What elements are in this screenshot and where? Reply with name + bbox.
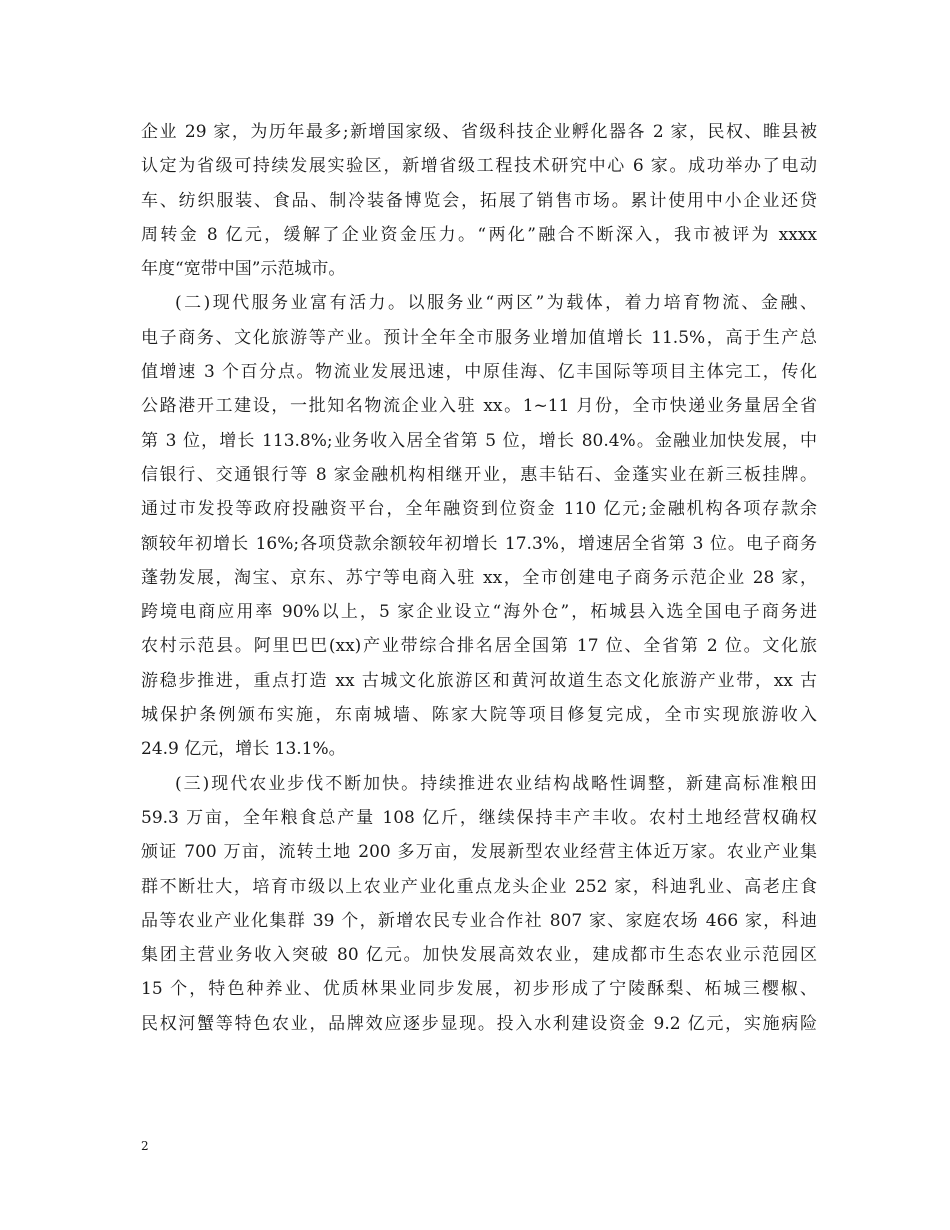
text-line: 信银行、交通银行等 8 家金融机构相继开业，惠丰钻石、金蓬实业在新三板挂牌。 xyxy=(141,464,817,485)
text-line: 15 个，特色种养业、优质林果业同步发展，初步形成了宁陵酥梨、柘城三樱椒、 xyxy=(141,979,817,1000)
text-line: 群不断壮大，培育市级以上农业产业化重点龙头企业 252 家，科迪乳业、高老庄食 xyxy=(141,876,817,897)
page-number: 2 xyxy=(141,1139,149,1153)
text-line: 第 3 位，增长 113.8%;业务收入居全省第 5 位，增长 80.4%。金融业加快发展，中 xyxy=(141,430,817,451)
text-line: 集团主营业务收入突破 80 亿元。加快发展高效农业，建成都市生态农业示范园区 xyxy=(141,945,817,966)
text-line: 城保护条例颁布实施，东南城墙、陈家大院等项目修复完成，全市实现旅游收入 xyxy=(141,705,817,726)
text-line: 跨境电商应用率 90%以上，5 家企业设立“海外仓”，柘城县入选全国电子商务进 xyxy=(141,602,817,623)
text-line: 蓬勃发展，淘宝、京东、苏宁等电商入驻 xx，全市创建电子商务示范企业 28 家， xyxy=(141,567,817,588)
paragraph xyxy=(141,767,817,1041)
text-line: 电子商务、文化旅游等产业。预计全年全市服务业增加值增长 11.5%，高于生产总 xyxy=(141,327,817,348)
paragraph xyxy=(141,286,817,766)
text-line: 游稳步推进，重点打造 xx 古城文化旅游区和黄河故道生态文化旅游产业带，xx 古 xyxy=(141,670,817,691)
text-line: 通过市发投等政府投融资平台，全年融资到位资金 110 亿元;金融机构各项存款余 xyxy=(141,499,817,520)
text-line: (二)现代服务业富有活力。以服务业“两区”为载体，着力培育物流、金融、 xyxy=(175,293,817,314)
text-line: 周转金 8 亿元，缓解了企业资金压力。“两化”融合不断深入，我市被评为 xxxx xyxy=(141,224,817,245)
text-line: 公路港开工建设，一批知名物流企业入驻 xx。1~11 月份，全市快递业务量居全省 xyxy=(141,396,817,417)
text-line: 颁证 700 万亩，流转土地 200 多万亩，发展新型农业经营主体近万家。农业产业集 xyxy=(141,842,817,863)
text-line: 59.3 万亩，全年粮食总产量 108 亿斤，继续保持丰产丰收。农村土地经营权确权 xyxy=(141,807,817,828)
text-line: 民权河蟹等特色农业，品牌效应逐步显现。投入水利建设资金 9.2 亿元，实施病险 xyxy=(141,1013,817,1034)
text-line: 额较年初增长 16%;各项贷款余额较年初增长 17.3%，增速居全省第 3 位。电子商务 xyxy=(141,533,817,554)
text-line: 24.9 亿元，增长 13.1%。 xyxy=(141,739,346,760)
text-line: 企业 29 家，为历年最多;新增国家级、省级科技企业孵化器各 2 家，民权、睢县被 xyxy=(141,122,817,142)
text-line: 年度“宽带中国”示范城市。 xyxy=(141,259,346,280)
document-body xyxy=(141,115,817,1041)
text-line: (三)现代农业步伐不断加快。持续推进农业结构战略性调整，新建高标准粮田 xyxy=(175,773,817,794)
text-line: 值增速 3 个百分点。物流业发展迅速，中原佳海、亿丰国际等项目主体完工，传化 xyxy=(141,362,817,383)
text-line: 品等农业产业化集群 39 个，新增农民专业合作社 807 家、家庭农场 466 家，科迪 xyxy=(141,910,817,931)
paragraph xyxy=(141,115,817,286)
text-line: 农村示范县。阿里巴巴(xx)产业带综合排名居全国第 17 位、全省第 2 位。文化旅 xyxy=(141,636,817,657)
text-line: 认定为省级可持续发展实验区，新增省级工程技术研究中心 6 家。成功举办了电动 xyxy=(141,156,817,177)
text-line: 车、纺织服装、食品、制冷装备博览会，拓展了销售市场。累计使用中小企业还贷 xyxy=(141,190,817,211)
